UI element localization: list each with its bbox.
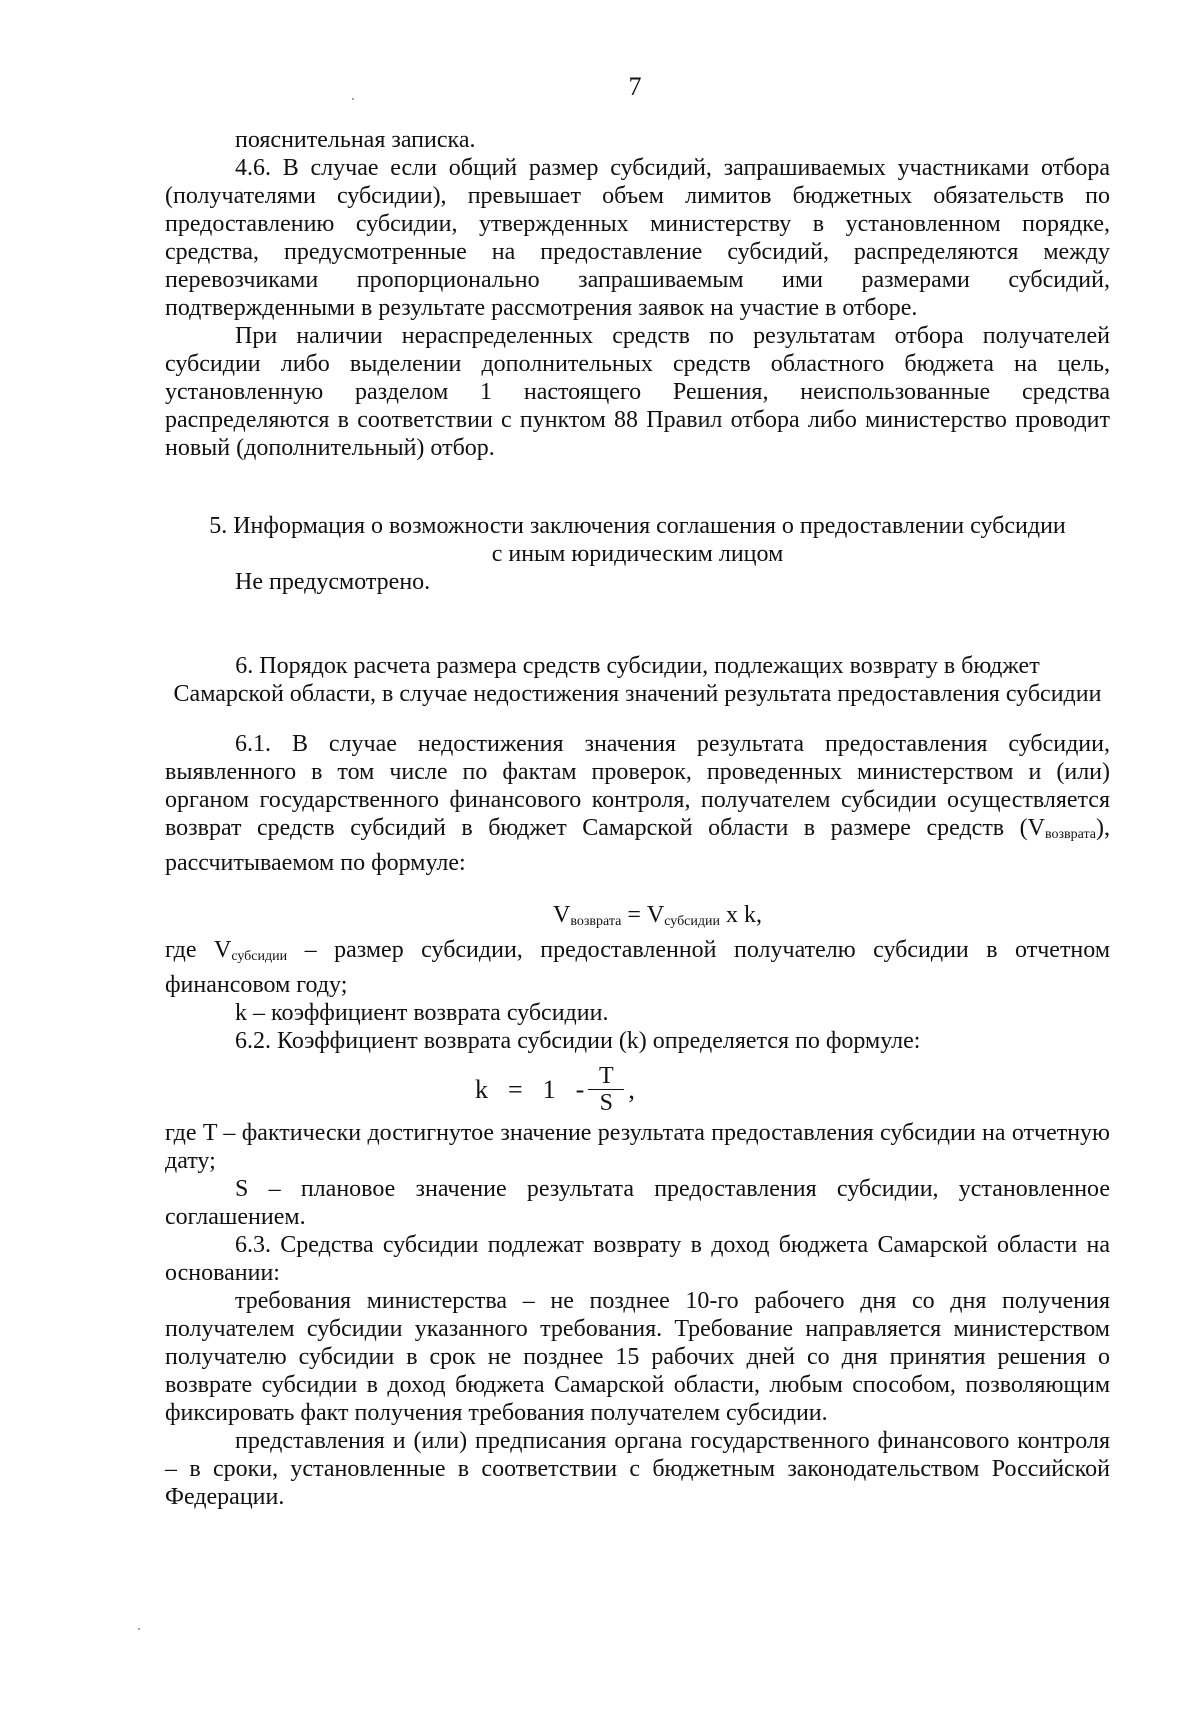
s-definition: S – плановое значение результата предоставления субсидии, установленное соглашением.: [165, 1176, 1110, 1230]
formula2-denominator: S: [599, 1090, 614, 1116]
formula2-k: k: [475, 1074, 488, 1104]
paragraph-6-1-text: 6.1. В случае недостижения значения результата предоставления субсидии, выявленного в том числе по фактам проверок, проведенных министерством и (или) органом государственного финансового контроля, получателем субсидии осуществляется возврат средств субсидий в бюджет Самарской области в размере средств (V: [165, 731, 1110, 841]
formula-left-sub: возврата: [570, 914, 622, 929]
paragraph-4-6: 4.6. В случае если общий размер субсидий, запрашиваемых участниками отбора (получателями субсидии), превышает объем лимитов бюджетных обязательств по предоставлению субсидии, утвержденных министерству в установленном порядке, средства, предусмотренные на предоставление субсидий, распределяются между перевозчиками пропорционально запрашиваемым ими размерами субсидий, подтвержденными в результате рассмотрения заявок на участие в отборе.: [165, 155, 1110, 321]
page-number: 7: [628, 72, 642, 101]
paragraph-undistributed-funds: При наличии нераспределенных средств по результатам отбора получателей субсидии либо выделении дополнительных средств областного бюджета на цель, установленную разделом 1 настоящего Решения, неиспользованные средства распределяются в соответствии с пунктом 88 Правил отбора либо министерство проводит новый (дополнительный) отбор.: [165, 323, 1110, 461]
section-5-heading-line2: с иным юридическим лицом: [491, 541, 784, 567]
where-v-start: где V: [165, 937, 232, 963]
paragraph-4-5-end: пояснительная записка.: [235, 127, 476, 153]
formula2-eq: =: [508, 1074, 523, 1104]
formula2-numerator: T: [599, 1063, 614, 1089]
document-body: [165, 126, 1110, 1511]
paragraph-6-1: [165, 730, 1110, 877]
section-6-heading-line1: 6. Порядок расчета размера средств субсидии, подлежащих возврату в бюджет: [235, 653, 1040, 679]
scan-speck: [352, 98, 354, 100]
k-definition: k – коэффициент возврата субсидии.: [235, 1000, 609, 1026]
section-5-text: Не предусмотрено.: [235, 569, 431, 595]
formula-right-sub: субсидии: [664, 914, 720, 929]
paragraph-6-1-tail: ), рассчитываемом по формуле:: [165, 815, 1110, 876]
paragraph-6-3: 6.3. Средства субсидии подлежат возврату в доход бюджета Самарской области на основании:: [165, 1232, 1110, 1286]
formula-return-amount: [165, 901, 1110, 936]
t-definition: где T – фактически достигнутое значение результата предоставления субсидии на отчетную дату;: [165, 1120, 1110, 1174]
section-5-heading-line1: 5. Информация о возможности заключения соглашения о предоставлении субсидии: [209, 513, 1066, 539]
scan-speck: [138, 1628, 140, 1630]
paragraph-6-2: 6.2. Коэффициент возврата субсидии (k) определяется по формуле:: [235, 1028, 921, 1054]
paragraph-6-1-subscript: возврата: [1044, 827, 1096, 842]
formula-tail: x k,: [720, 902, 762, 928]
formula-coefficient: [165, 1055, 1110, 1119]
where-v-sub: субсидии: [231, 949, 288, 964]
formula-eq: = V: [621, 902, 665, 928]
section-5-heading: [165, 512, 1110, 568]
paragraph-6-3-control-order: представления и (или) предписания органа государственного финансового контроля – в сроки, установленные в соответствии с бюджетным законодательством Российской Федерации.: [165, 1428, 1110, 1510]
formula-left-var: V: [552, 902, 571, 928]
section-6-heading: [165, 652, 1110, 708]
where-v-subsidy: [165, 936, 1110, 999]
paragraph-6-3-ministry-demand: требования министерства – не позднее 10-го рабочего дня со дня получения получателем субсидии указанного требования. Требование направляется министерством получателю субсидии в срок не позднее 15 рабочих дней со дня принятия решения о возврате субсидии в доход бюджета Самарской области, любым способом, позволяющим фиксировать факт получения требования получателем субсидии.: [165, 1288, 1110, 1426]
formula2-one: 1: [542, 1074, 556, 1104]
section-6-heading-line2: Самарской области, в случае недостижения значений результата предоставления субсидии: [173, 681, 1102, 707]
formula2-minus: -: [575, 1074, 585, 1104]
formula2-comma: ,: [628, 1074, 635, 1104]
where-v-tail: – размер субсидии, предоставленной получателю субсидии в отчетном финансовом году;: [165, 937, 1111, 998]
formula2-fraction: [588, 1063, 624, 1116]
